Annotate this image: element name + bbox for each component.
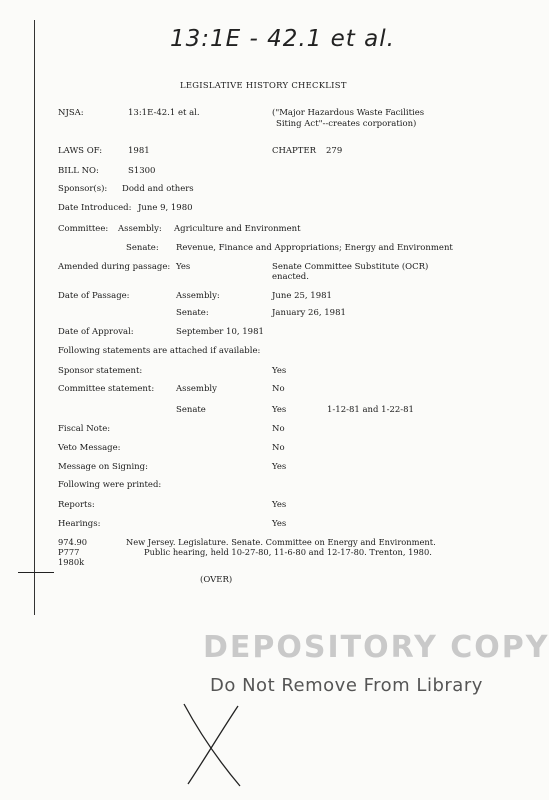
sponsors-value: Dodd and others bbox=[122, 184, 194, 194]
laws-label: LAWS OF: bbox=[58, 146, 103, 156]
njsa-label: NJSA: bbox=[58, 108, 84, 118]
cs-assembly-label: Assembly bbox=[176, 384, 217, 394]
act-title-line1: ("Major Hazardous Waste Facilities bbox=[272, 108, 425, 118]
fiscal-value: No bbox=[272, 424, 285, 434]
reports-label: Reports: bbox=[58, 500, 95, 510]
cs-senate-label: Senate bbox=[176, 405, 206, 415]
signing-label: Message on Signing: bbox=[58, 462, 148, 472]
citation-line1: New Jersey. Legislature. Senate. Committee on Energy and Environment. bbox=[126, 537, 436, 547]
bill-label: BILL NO: bbox=[58, 166, 99, 176]
signing-value: Yes bbox=[272, 462, 287, 472]
citation-line2: Public hearing, held 10-27-80, 11-6-80 and 12-17-80. Trenton, 1980. bbox=[144, 547, 432, 557]
veto-value: No bbox=[272, 443, 285, 453]
sponsors-label: Sponsor(s): bbox=[58, 184, 108, 194]
cs-senate-dates: 1-12-81 and 1-22-81 bbox=[327, 405, 414, 415]
reports-value: Yes bbox=[272, 500, 287, 510]
veto-label: Veto Message: bbox=[58, 443, 121, 453]
call-number-line1: 974.90 bbox=[58, 537, 88, 547]
committee-statement-label: Committee statement: bbox=[58, 384, 155, 394]
passage-label: Date of Passage: bbox=[58, 291, 130, 301]
over-note: (OVER) bbox=[200, 575, 233, 585]
hearings-label: Hearings: bbox=[58, 519, 101, 529]
amended-value: Yes bbox=[176, 262, 191, 272]
committee-senate-value: Revenue, Finance and Appropriations; Energy and Environment bbox=[176, 243, 453, 253]
margin-rule bbox=[34, 20, 35, 615]
committee-senate-label: Senate: bbox=[126, 243, 159, 253]
handwritten-x-mark bbox=[178, 700, 248, 790]
chapter-label: CHAPTER bbox=[272, 146, 317, 156]
passage-senate-label: Senate: bbox=[176, 308, 209, 318]
printed-heading: Following were printed: bbox=[58, 480, 162, 490]
call-number-line2: P777 bbox=[58, 547, 80, 557]
amended-note-line2: enacted. bbox=[272, 272, 309, 282]
depository-stamp-line1: DEPOSITORY COPY bbox=[203, 630, 549, 665]
approval-label: Date of Approval: bbox=[58, 327, 134, 337]
cs-senate-value: Yes bbox=[272, 405, 287, 415]
committee-label: Committee: bbox=[58, 224, 109, 234]
cs-assembly-value: No bbox=[272, 384, 285, 394]
committee-assembly-value: Agriculture and Environment bbox=[174, 224, 301, 234]
amended-note-line1: Senate Committee Substitute (OCR) bbox=[272, 262, 429, 272]
passage-assembly-label: Assembly: bbox=[176, 291, 220, 301]
chapter-value: 279 bbox=[326, 146, 343, 156]
bill-value: S1300 bbox=[128, 166, 156, 176]
act-title-line2: Siting Act"--creates corporation) bbox=[276, 119, 417, 129]
depository-stamp-line2: Do Not Remove From Library bbox=[210, 675, 483, 696]
sponsor-statement-label: Sponsor statement: bbox=[58, 366, 143, 376]
date-introduced-value: June 9, 1980 bbox=[138, 203, 193, 213]
laws-value: 1981 bbox=[128, 146, 150, 156]
passage-senate-value: January 26, 1981 bbox=[272, 308, 346, 318]
call-number-line3: 1980k bbox=[58, 557, 85, 567]
hearings-value: Yes bbox=[272, 519, 287, 529]
date-introduced-label: Date Introduced: bbox=[58, 203, 132, 213]
njsa-value: 13:1E-42.1 et al. bbox=[128, 108, 200, 118]
committee-assembly-label: Assembly: bbox=[118, 224, 162, 234]
fiscal-label: Fiscal Note: bbox=[58, 424, 111, 434]
sponsor-statement-value: Yes bbox=[272, 366, 287, 376]
approval-value: September 10, 1981 bbox=[176, 327, 264, 337]
amended-label: Amended during passage: bbox=[58, 262, 171, 272]
handwritten-reference: 13:1E - 42.1 et al. bbox=[170, 26, 395, 52]
document-title: LEGISLATIVE HISTORY CHECKLIST bbox=[180, 80, 347, 90]
attached-heading: Following statements are attached if available: bbox=[58, 346, 261, 356]
passage-assembly-value: June 25, 1981 bbox=[272, 291, 332, 301]
margin-arrow-mark bbox=[18, 572, 54, 573]
